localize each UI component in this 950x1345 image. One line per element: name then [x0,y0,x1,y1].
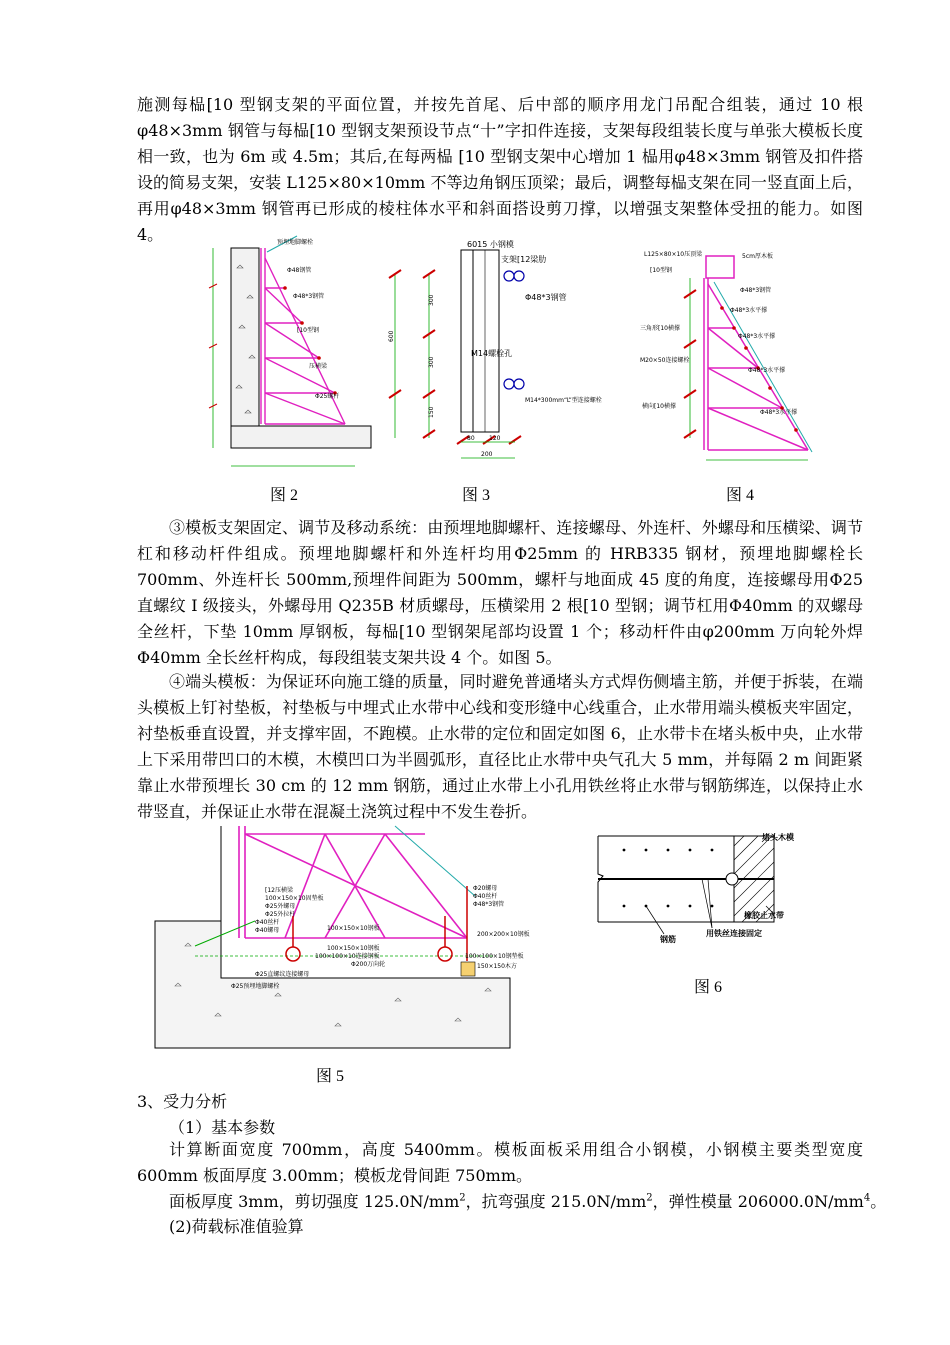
figure-6-drawing [594,826,818,946]
subsection-load-check: (2)荷载标准值验算 [169,1217,304,1236]
fig5-label-a5: Φ40丝杆 [255,919,280,926]
svg-text:L125×80×10压顶梁: L125×80×10压顶梁 [644,251,703,258]
paragraph-end-formwork: ④端头模板：为保证环向施工缝的质量，同时避免普通堵头方式焊伤侧墙主筋，并便于拆装，在端头模板上钉衬垫板，衬垫板与中埋式止水带中心线和变形缝中心线重合，止水带用端头模板夹牢固定，衬垫板垂直设置，并支撑牢固，不跑模。止水带的定位和固定如图 6，止水带卡在堵头板中央，止水带上下采用带凹口的木模，木模凹口为半圆弧形，直径比止水带中央气孔大 5 mm，并每隔 2 m 间距紧靠止水带预埋长 30 cm 的 12 mm 钢筋，通过止水带上小孔用铁丝将止水带与钢筋绑连，以保持止水带竖直，并保证止水带在混凝土浇筑过程中不发生卷折。 [137,672,863,821]
figure-2-caption: 图 2 [270,487,299,504]
fig5-label-a8: 100×150×10钢板 [327,945,380,952]
fig5-label-b3: Φ48*3钢管 [473,901,505,908]
svg-text:Φ48*3水平撑: Φ48*3水平撑 [760,409,798,416]
figure-5-caption: 图 5 [316,1068,345,1085]
fig3-dim-3: 150 [428,406,435,418]
fig6-label-end-form: 堵头木模 [762,833,794,842]
figure-3-caption: 图 3 [462,487,491,504]
fig3-label-bolt-hole: M14螺栓孔 [471,349,513,358]
figure-3-drawing [385,238,602,470]
svg-text:Φ48*3钢管: Φ48*3钢管 [740,287,772,294]
fig3-label-bolt: M14*300mm“L”型连接螺栓 [525,397,602,404]
svg-text:预埋地脚螺栓: 预埋地脚螺栓 [277,239,314,246]
section-heading: 3、受力分析 [137,1092,228,1111]
fig6-label-rebar: 钢筋 [660,935,676,944]
svg-text:横向[10横撑: 横向[10横撑 [642,403,676,410]
paragraph-calc-section: 计算断面宽度 700mm，高度 5400mm。模板面板采用组合小钢模，小钢模主要类型宽度 600mm 板面厚度 3.00mm；模板龙骨间距 750mm。 [137,1140,863,1185]
svg-text:压横梁: 压横梁 [309,363,328,370]
fig6-label-waterstop: 橡胶止水带 [744,911,784,920]
fig5-label-b5: 100×100×10钢垫板 [465,953,524,960]
paragraph-panel-strength: 面板厚度 3mm，剪切强度 $125.0N/mm^2$，抗弯强度 $215.0N/mm^2$，弹性模量 $206000.0N/mm^4$。 [169,1192,887,1211]
fig3-dim-4: 600 [388,330,395,342]
svg-text:Φ25螺杆: Φ25螺杆 [315,393,340,400]
figure-4-caption: 图 4 [726,487,755,504]
fig3-dim-1: 300 [428,294,435,306]
fig5-label-a3: Φ25外螺母 [265,903,296,910]
fig5-label-a1: [12压横梁 [265,887,293,894]
svg-text:[10型钢: [10型钢 [650,267,672,274]
fig3-label-pipe: Φ48*3钢管 [525,293,567,302]
fig3-label-steel-form: 6015 小钢模 [467,240,514,249]
paragraph-support-system: ③模板支架固定、调节及移动系统：由预埋地脚螺杆、连接螺母、外连杆、外螺母和压横梁、调节杠和移动杆件组成。预埋地脚螺杆和外连杆均用Φ25mm 的 HRB335 钢材，预埋地脚螺栓长700mm、外连杆长 500mm,预埋件间距为 500mm，螺杆与地面成 45 度的角度，连接螺母用Φ25 直螺纹 I 级接头，外螺母用 Q235B 材质螺母，压横梁用 2 根[10 型钢；调节杠用Φ40mm 的双螺母全丝杆，下垫 10mm 厚钢板，每榀[10 型钢架尾部均设置 1 个；移动杆件由φ200mm 万向轮外焊Φ40mm 全长丝杆构成，每段组装支架共设 4 个。如图 5。 [137,518,863,667]
fig5-label-b6: 150×150木方 [477,963,517,970]
fig5-label-a11: Φ25直螺纹连接螺母 [255,971,310,978]
figure-4-drawing [630,238,820,470]
svg-text:Φ48钢管: Φ48钢管 [287,267,312,274]
fig3-label-rib: 支架[12梁肋 [501,255,547,264]
fig3-dim-2: 300 [428,356,435,368]
fig5-label-b4: 200×200×10钢板 [477,931,530,938]
figure-2-drawing [205,228,375,480]
subsection-basic-params: （1）基本参数 [169,1118,276,1137]
svg-text:M20×50连接螺栓: M20×50连接螺栓 [640,357,690,364]
figure-5-drawing [155,826,530,1058]
fig5-label-a6: Φ40螺母 [255,927,280,934]
fig3-dim-6: 120 [489,435,501,442]
svg-text:Φ48*3水平撑: Φ48*3水平撑 [748,367,786,374]
fig5-label-a7: 100×150×10钢板 [327,925,380,932]
fig6-label-wire: 用铁丝连接固定 [706,929,762,938]
fig5-label-a2: 100×150×10固垫板 [265,895,324,902]
fig5-label-b1: Φ20螺母 [473,885,498,892]
svg-text:三角形[10横撑: 三角形[10横撑 [640,325,680,332]
svg-text:Φ48*3钢管: Φ48*3钢管 [293,293,325,300]
figure-6-caption: 图 6 [694,979,723,996]
fig5-label-a9: 100×100×10连接钢板 [315,953,380,960]
svg-text:Φ48*3水平撑: Φ48*3水平撑 [738,333,776,340]
fig5-label-b2: Φ40丝杆 [473,893,498,900]
fig5-label-a10: Φ200万向轮 [351,961,386,968]
svg-text:Φ48*3水平撑: Φ48*3水平撑 [730,307,768,314]
svg-text:5cm厚木板: 5cm厚木板 [742,253,773,260]
fig5-label-a12: Φ25预埋地脚螺栓 [231,983,280,990]
fig5-label-a4: Φ25外拉杆 [265,911,296,918]
paragraph-intro: 施测每榀[10 型钢支架的平面位置，并按先首尾、后中部的顺序用龙门吊配合组装，通过 10 根φ48×3mm 钢管与每榀[10 型钢支架预设节点“十”字扣件连接，支架每段组装长度与单张大模板长度相一致，也为 6m 或 4.5m；其后,在每两榀 [10 型钢支架中心增加 1 榀用φ48×3mm 钢管及扣件搭设的简易支架，安装 L125×80×10mm 不等边角钢压顶梁；最后，调整每榀支架在同一竖直面上后，再用φ48×3mm 钢管再已形成的棱柱体水平和斜面搭设剪刀撑，以增强支架整体受扭的能力。如图 4。 [137,95,863,244]
fig3-dim-5: 80 [467,435,475,442]
fig3-dim-7: 200 [481,451,493,458]
svg-text:[10型钢: [10型钢 [297,327,319,334]
